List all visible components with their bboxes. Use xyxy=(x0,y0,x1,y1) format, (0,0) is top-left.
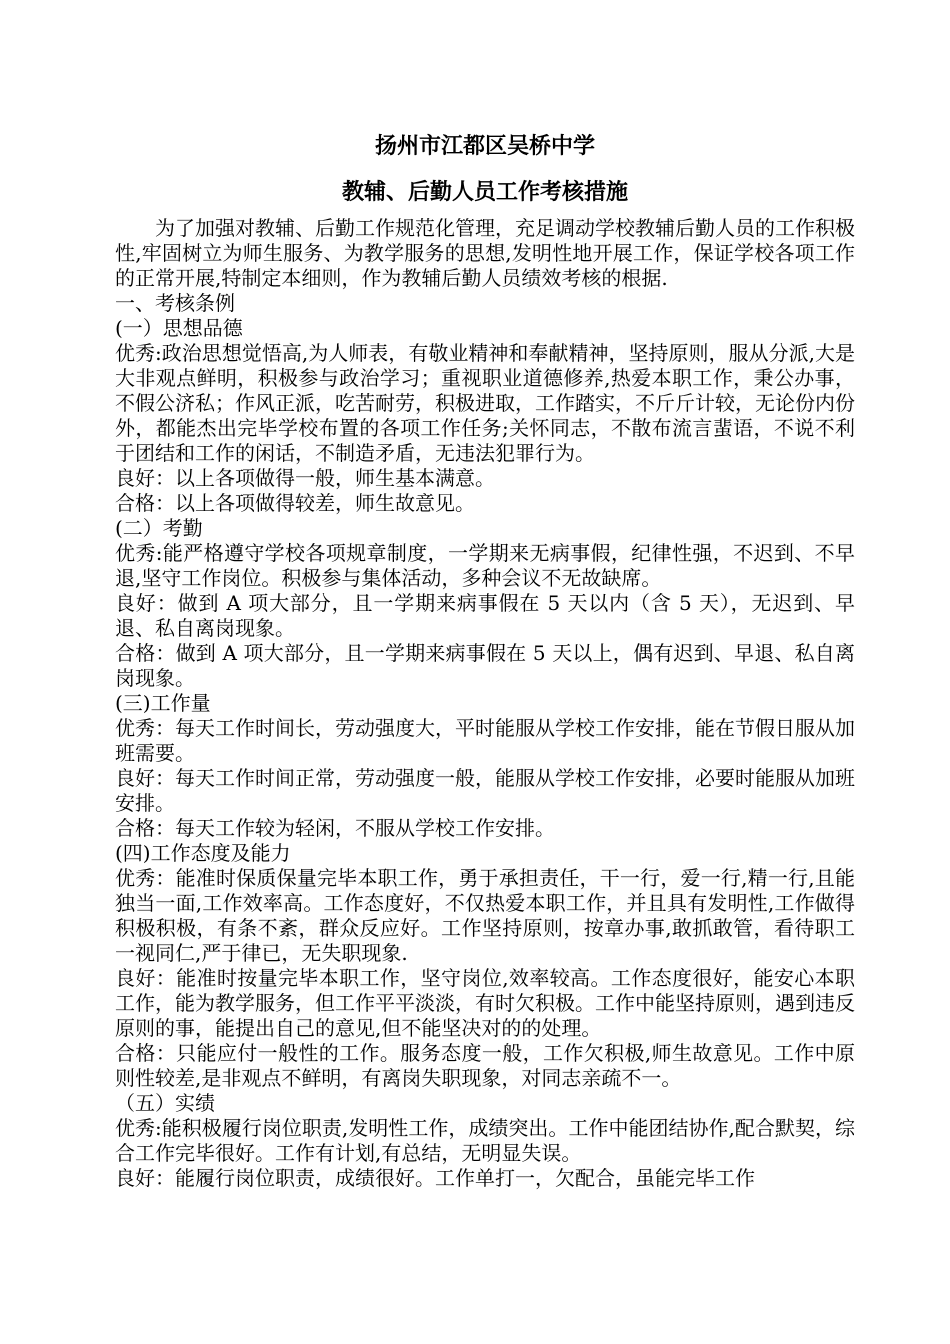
subsection-heading-attitude: (四)工作态度及能力 xyxy=(115,841,291,865)
document-title-line2: 教辅、后勤人员工作考核措施 xyxy=(341,180,628,205)
attitude-excellent: 优秀：能准时保质保量完毕本职工作，勇于承担责任，干一行，爱一行,精一行,且能独当一面,工作效率高。工作态度好，不仅热爱本职工作，并且具有发明性,工作做得积极积极，有条不紊，群众反应好。工作坚持原则，按章办事,敢抓敢管，看待职工一视同仁,严于律已，无失职现象. xyxy=(115,866,855,965)
moral-pass: 合格：以上各项做得较差，师生故意见。 xyxy=(115,491,475,515)
moral-good: 良好：以上各项做得一般，师生基本满意。 xyxy=(115,466,495,490)
moral-excellent: 优秀:政治思想觉悟高,为人师表，有敬业精神和奉献精神，坚持原则，服从分派,大是大非观点鲜明，积极参与政治学习；重视职业道德修养,热爱本职工作，秉公办事，不假公济私；作风正派，吃苦耐劳，积极进取，工作踏实，不斤斤计较，无论份内份外，都能杰出完毕学校布置的各项工作任务;关怀同志，不散布流言蜚语，不说不利于团结和工作的闲话，不制造矛盾，无违法犯罪行为。 xyxy=(115,341,855,465)
section-heading-1: 一、考核条例 xyxy=(115,291,235,315)
subsection-heading-workload: (三)工作量 xyxy=(115,691,211,715)
attitude-pass: 合格：只能应付一般性的工作。服务态度一般，工作欠积极,师生故意见。工作中原则性较差,是非观点不鲜明，有离岗失职现象，对同志亲疏不一。 xyxy=(115,1041,855,1090)
workload-pass: 合格：每天工作较为轻闲，不服从学校工作安排。 xyxy=(115,816,555,840)
subsection-heading-performance: （五）实绩 xyxy=(115,1091,215,1115)
document-page xyxy=(115,130,855,1191)
attitude-good: 良好：能准时按量完毕本职工作，坚守岗位,效率较高。工作态度很好，能安心本职工作，能为教学服务，但工作平平淡淡，有时欠积极。工作中能坚持原则，遇到违反原则的事，能提出自己的意见,但不能坚决对的的处理。 xyxy=(115,966,855,1040)
attendance-good: 良好：做到 A 项大部分，且一学期来病事假在 5 天以内（含 5 天），无迟到、早退、私自离岗现象。 xyxy=(115,591,855,640)
subsection-heading-moral: (一）思想品德 xyxy=(115,316,243,340)
performance-excellent: 优秀:能积极履行岗位职责,发明性工作，成绩突出。工作中能团结协作,配合默契，综合工作完毕很好。工作有计划,有总结，无明显失误。 xyxy=(115,1116,855,1165)
attendance-excellent: 优秀:能严格遵守学校各项规章制度，一学期来无病事假，纪律性强，不迟到、不早退,坚守工作岗位。积极参与集体活动，多种会议不无故缺席。 xyxy=(115,541,855,590)
workload-excellent: 优秀：每天工作时间长，劳动强度大，平时能服从学校工作安排，能在节假日服从加班需要。 xyxy=(115,716,855,765)
document-title-line1: 扬州市江都区吴桥中学 xyxy=(374,134,595,159)
workload-good: 良好：每天工作时间正常，劳动强度一般，能服从学校工作安排，必要时能服从加班安排。 xyxy=(115,766,855,815)
subsection-heading-attendance: (二）考勤 xyxy=(115,516,203,540)
attendance-pass: 合格：做到 A 项大部分，且一学期来病事假在 5 天以上，偶有迟到、早退、私自离岗现象。 xyxy=(115,641,855,690)
intro-paragraph: 为了加强对教辅、后勤工作规范化管理，充足调动学校教辅后勤人员的工作积极性,牢固树立为师生服务、为教学服务的思想,发明性地开展工作，保证学校各项工作的正常开展,特制定本细则，作为教辅后勤人员绩效考核的根据. xyxy=(115,216,855,290)
performance-good: 良好：能履行岗位职责，成绩很好。工作单打一，欠配合，虽能完毕工作 xyxy=(115,1166,755,1190)
